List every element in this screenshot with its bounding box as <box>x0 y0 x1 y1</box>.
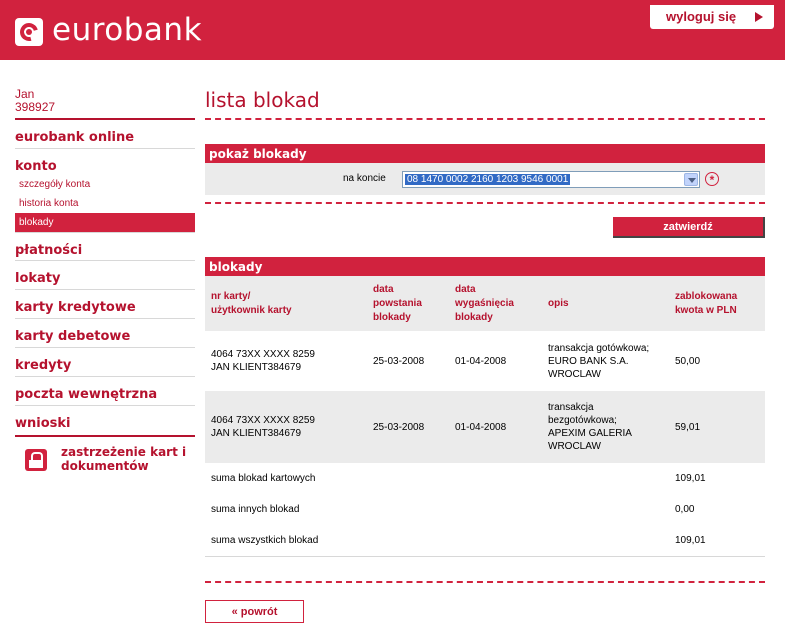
nav-eurobank-online[interactable]: eurobank online <box>15 120 195 149</box>
description-cell: transakcja bezgotówkowa; APEXIM GALERIA WROCLAW <box>548 402 632 452</box>
account-label: na koncie <box>343 173 386 184</box>
sum-value: 109,01 <box>675 473 706 484</box>
nav-konto[interactable]: konto <box>15 159 57 174</box>
expires-cell: 01-04-2008 <box>455 421 507 433</box>
col-expires: data wygaśnięcia blokady <box>449 276 542 331</box>
col-created: data powstania blokady <box>367 276 449 331</box>
nav-debit-cards[interactable]: karty debetowe <box>15 319 195 348</box>
sum-row <box>205 494 765 525</box>
col-description: opis <box>542 276 669 331</box>
logo-text[interactable]: eurobank <box>52 12 203 48</box>
sum-value: 109,01 <box>669 525 765 556</box>
card-cell: 4064 73XX XXXX 8259 JAN KLIENT384679 <box>211 349 315 373</box>
nav-blocks[interactable]: blokady <box>15 213 195 232</box>
blocks-table <box>205 276 765 557</box>
divider <box>205 581 765 583</box>
nav-credit-cards[interactable]: karty kredytowe <box>15 290 195 319</box>
sum-label: suma innych blokad <box>211 504 300 515</box>
filter-row <box>205 163 765 195</box>
account-select-value: 08 1470 0002 2160 1203 9546 0001 <box>407 174 569 185</box>
play-arrow-icon <box>755 12 763 22</box>
sidebar <box>15 88 195 481</box>
description-cell: transakcja gotówkowa; EURO BANK S.A. WROCLAW <box>548 342 650 380</box>
logout-button[interactable] <box>650 5 774 29</box>
page-title: lista blokad <box>205 88 320 112</box>
padlock-icon <box>25 449 47 471</box>
back-button[interactable]: « powrót <box>205 600 304 623</box>
col-card: nr karty/ użytkownik karty <box>205 276 367 331</box>
sum-label: suma wszystkich blokad <box>205 525 669 556</box>
user-name: Jan <box>15 87 35 101</box>
filter-header: pokaż blokady <box>205 144 765 163</box>
nav-applications[interactable]: wnioski <box>15 416 71 431</box>
main-content <box>205 88 765 618</box>
table-header-row <box>205 276 765 331</box>
sum-value: 0,00 <box>675 504 695 515</box>
header <box>0 0 785 60</box>
confirm-button[interactable]: zatwierdź <box>613 217 765 238</box>
blocks-table-header: blokady <box>205 257 765 276</box>
nav-internal-mail[interactable]: poczta wewnętrzna <box>15 377 195 406</box>
sum-label: suma blokad kartowych <box>211 473 316 484</box>
col-amount: zablokowana kwota w PLN <box>669 276 765 331</box>
nav-account-history[interactable]: historia konta <box>19 198 79 209</box>
nav-loans[interactable]: kredyty <box>15 348 195 377</box>
account-select[interactable] <box>402 171 700 188</box>
amount-cell: 59,01 <box>675 421 701 433</box>
created-cell: 25-03-2008 <box>373 421 425 433</box>
reserve-cards-label: zastrzeżenie kart i dokumentów <box>61 445 187 473</box>
amount-cell: 50,00 <box>675 355 701 367</box>
table-row <box>205 391 765 463</box>
created-cell: 25-03-2008 <box>373 355 425 367</box>
nav-payments[interactable]: płatności <box>15 232 195 261</box>
nav-account-details[interactable]: szczegóły konta <box>19 179 91 190</box>
expires-cell: 01-04-2008 <box>455 355 507 367</box>
sum-row <box>205 525 765 556</box>
logout-label: wyloguj się <box>666 9 737 24</box>
required-mark: * <box>705 172 719 186</box>
eurobank-logo-icon[interactable] <box>15 18 43 46</box>
nav-deposits[interactable]: lokaty <box>15 261 195 290</box>
sum-row <box>205 463 765 494</box>
card-cell: 4064 73XX XXXX 8259 JAN KLIENT384679 <box>211 415 315 439</box>
table-row <box>205 331 765 391</box>
chevron-down-icon[interactable] <box>684 173 698 186</box>
reserve-cards-link[interactable] <box>15 435 195 481</box>
user-id: 398927 <box>15 101 195 120</box>
